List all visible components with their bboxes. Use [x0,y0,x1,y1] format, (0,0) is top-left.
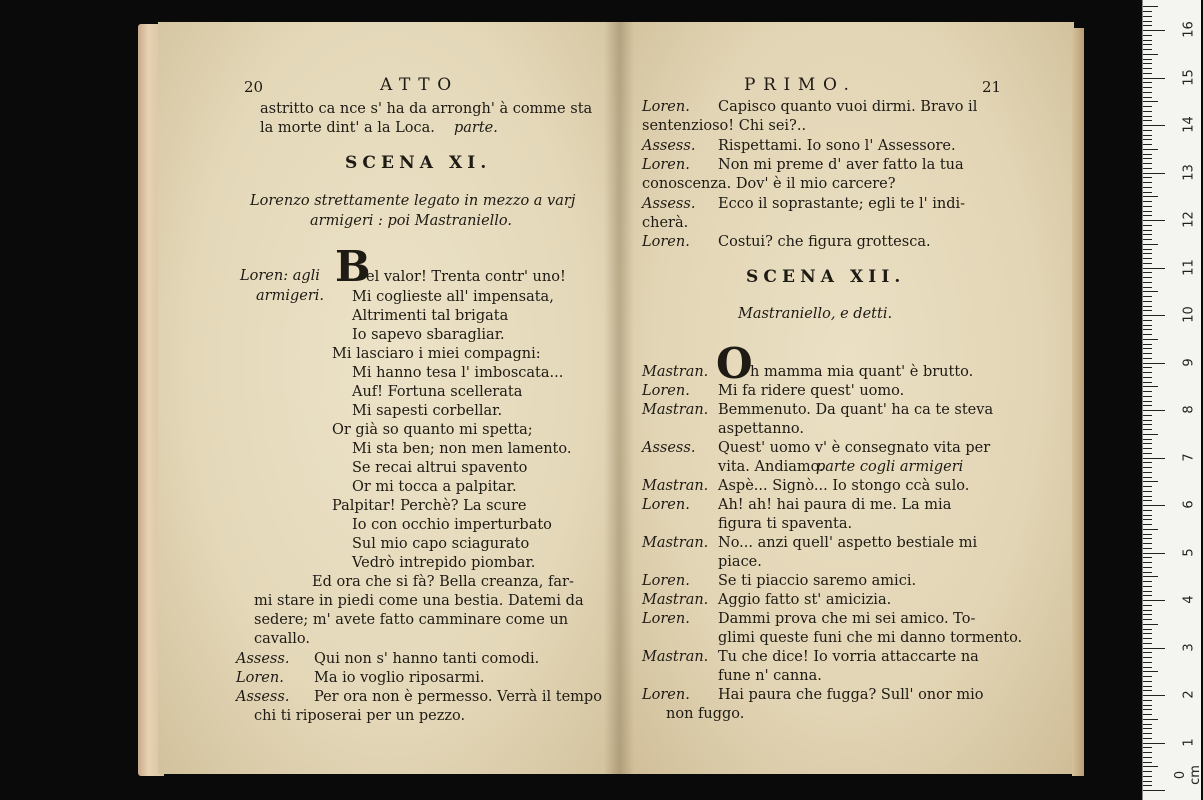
dialogue-line: Dammi prova che mi sei amico. To- [718,611,976,627]
ruler-tick [1143,154,1152,155]
speaker-label: Loren. [642,573,690,589]
dialogue-line: glimi queste funi che mi danno tormento. [718,630,1023,646]
ruler-tick [1143,624,1158,625]
ruler-tick [1143,581,1152,582]
ruler-tick [1143,633,1152,634]
verse-line: Mi hanno tesa l' imboscata... [352,365,564,381]
ruler-tick [1143,505,1165,506]
ruler-number: 12 [1181,211,1197,228]
ruler-tick [1143,686,1152,687]
ruler-number: 8 [1181,405,1197,414]
dialogue-line: Ma io voglio riposarmi. [314,670,485,686]
ruler-tick [1143,21,1152,22]
ruler-tick [1143,610,1152,611]
stage-direction: parte. [454,120,498,136]
dialogue-line: Non mi preme d' aver fatto la tua [718,157,964,173]
dialogue-line: Qui non s' hanno tanti comodi. [314,651,540,667]
ruler-tick [1143,695,1165,696]
speaker-label: Mastran. [642,402,709,418]
ruler-tick [1143,277,1152,278]
ruler-number: 16 [1181,21,1197,38]
running-head: ATTO [380,75,459,95]
verse-line: Mi lasciaro i miei compagni: [332,346,541,362]
dialogue-line: non fuggo. [666,706,745,722]
ruler-tick [1143,420,1152,421]
ruler-number: 4 [1181,595,1197,604]
ruler-tick [1143,11,1152,12]
ruler-tick [1143,591,1152,592]
ruler-number: 1 [1181,737,1197,747]
speaker-label: Loren. [236,670,284,686]
ruler-tick [1143,372,1152,373]
ruler-tick [1143,643,1152,644]
dialogue-line: Hai paura che fugga? Sull' onor mio [718,687,984,703]
ruler-tick [1143,614,1152,615]
ruler-tick [1143,524,1152,525]
ruler-tick [1143,771,1152,772]
ruler-tick [1143,268,1165,269]
ruler-number: 5 [1181,547,1197,557]
ruler-tick [1143,733,1152,734]
stage-direction: parte cogli armigeri [816,459,964,475]
ruler-tick [1143,719,1158,720]
ruler-tick [1143,724,1152,725]
ruler-tick [1143,101,1158,102]
ruler-tick [1143,534,1152,535]
speaker-label: Assess. [236,651,290,667]
ruler-tick [1143,396,1152,397]
verse-line: Auf! Fortuna scellerata [352,384,523,400]
ruler-tick [1143,78,1165,79]
ruler-tick [1143,201,1152,202]
ruler-tick [1143,667,1152,668]
verse-line: Se recai altrui spavento [352,460,528,476]
ruler-number: 13 [1181,163,1197,181]
ruler-tick [1143,690,1152,691]
ruler-tick [1143,676,1152,677]
ruler-number: 7 [1181,452,1197,462]
dialogue-line: Ah! ah! hai paura di me. La mia [718,497,952,513]
ruler-tick [1143,681,1152,682]
ruler-tick [1143,196,1158,197]
ruler-tick [1143,230,1152,231]
ruler-tick [1143,752,1152,753]
ruler-tick [1143,405,1152,406]
ruler-tick [1143,239,1152,240]
ruler-tick [1143,382,1152,383]
running-head: PRIMO. [744,75,857,95]
verse-line: Or mi tocca a palpitar. [352,479,517,495]
ruler-tick [1143,111,1152,112]
ruler-tick [1143,605,1152,606]
dialogue-line: Rispettami. Io sono l' Assessore. [718,138,956,154]
ruler-tick [1143,700,1152,701]
dialogue-line: Per ora non è permesso. Verrà il tempo [314,689,602,705]
ruler-tick [1143,548,1152,549]
ruler-tick [1143,258,1152,259]
ruler-tick [1143,6,1158,7]
dialogue-line: Aspè... Signò... Io stongo ccà sulo. [718,478,970,494]
ruler-tick [1143,106,1152,107]
ruler-tick [1143,572,1152,573]
ruler-tick [1143,296,1152,297]
dialogue-line: Mi fa ridere quest' uomo. [718,383,905,399]
dialogue-line: Costui? che figura grottesca. [718,234,931,250]
ruler-tick [1143,44,1152,45]
speaker-label: Mastran. [642,478,709,494]
speaker-label: Loren. [642,383,690,399]
ruler-tick [1143,125,1165,126]
dialogue-line: h mamma mia quant' è brutto. [750,364,974,380]
ruler-tick [1143,515,1152,516]
ruler-tick [1143,135,1152,136]
ruler-tick [1143,462,1152,463]
ruler-tick [1143,671,1158,672]
ruler-tick [1143,49,1152,50]
ruler-tick [1143,481,1158,482]
ruler-tick [1143,743,1165,744]
ruler-tick [1143,562,1152,563]
ruler-tick [1143,467,1152,468]
ruler-tick [1143,244,1158,245]
ruler-tick [1143,163,1152,164]
ruler-tick [1143,234,1152,235]
dialogue-line: Tu che dice! Io vorria attaccarte na [718,649,979,665]
speaker-label: Mastran. [642,649,709,665]
ruler-tick [1143,391,1152,392]
prose-line: sedere; m' avete fatto camminare come un [254,612,569,628]
ruler-tick [1143,629,1152,630]
ruler-tick [1143,139,1152,140]
ruler-tick [1143,54,1158,55]
ruler-tick [1143,87,1152,88]
ruler-tick [1143,144,1152,145]
speaker-label: Mastran. [642,364,709,380]
ruler-tick [1143,648,1165,649]
ruler-number: 2 [1181,690,1197,699]
ruler-tick [1143,424,1152,425]
verse-line: Sul mio capo sciagurato [352,536,530,552]
verse-line: Mi sapesti corbellar. [352,403,503,419]
ruler-tick [1143,301,1152,302]
ruler-tick [1143,439,1152,440]
ruler-tick [1143,600,1165,601]
ruler-number: 9 [1181,357,1197,367]
scene-title: SCENA XI. [345,153,492,173]
right-page [620,22,1074,774]
ruler-number: 6 [1181,500,1197,509]
ruler-tick [1143,339,1158,340]
ruler-tick [1143,315,1165,316]
dialogue-line: figura ti spaventa. [718,516,853,532]
ruler-tick [1143,453,1152,454]
ruler-tick [1143,557,1152,558]
ruler-tick [1143,790,1165,791]
ruler-tick [1143,182,1152,183]
ruler-number: 10 [1181,306,1197,323]
ruler-tick [1143,149,1158,150]
ruler-tick [1143,586,1152,587]
ruler-tick [1143,325,1152,326]
stage-direction: Lorenzo strettamente legato in mezzo a varj [250,193,576,209]
speaker-label: armigeri. [256,288,325,304]
ruler-tick [1143,477,1152,478]
ruler-tick [1143,776,1152,777]
dialogue-line: cherà. [642,215,689,231]
ruler-tick [1143,348,1152,349]
ruler-tick [1143,40,1152,41]
ruler-tick [1143,116,1152,117]
ruler-tick [1143,249,1152,250]
ruler-tick [1143,410,1165,411]
scene-title: SCENA XII. [746,267,906,287]
ruler-tick [1143,510,1152,511]
ruler-tick [1143,762,1152,763]
ruler-tick [1143,429,1152,430]
ruler-tick [1143,272,1152,273]
dialogue-line: Ecco il soprastante; egli te l' indi- [718,196,966,212]
dialogue-line: Aggio fatto st' amicizia. [718,592,892,608]
ruler-number: 3 [1181,642,1197,652]
speaker-label: Assess. [642,196,696,212]
prose-line: cavallo. [254,631,310,647]
ruler-tick [1143,519,1152,520]
verse-line: Vedrò intrepido piombar. [352,555,536,571]
ruler-tick [1143,766,1158,767]
ruler-tick [1143,367,1152,368]
ruler-tick [1143,486,1152,487]
ruler-tick [1143,177,1152,178]
ruler-tick [1143,263,1152,264]
dialogue-line: Bemmenuto. Da quant' ha ca te steva [718,402,994,418]
ruler-tick [1143,757,1152,758]
ruler-tick [1143,538,1152,539]
dialogue-line: fune n' canna. [718,668,822,684]
ruler-tick [1143,353,1152,354]
ruler-tick [1143,595,1152,596]
ruler-tick [1143,529,1158,530]
speaker-label: Loren. [642,497,690,513]
verse-line: Or già so quanto mi spetta; [332,422,533,438]
ruler-tick [1143,344,1152,345]
dialogue-line: No... anzi quell' aspetto bestiale mi [718,535,978,551]
speaker-label: Mastran. [642,592,709,608]
ruler-tick [1143,253,1152,254]
ruler-tick [1143,320,1152,321]
dialogue-line: conoscenza. Dov' è il mio carcere? [642,176,896,192]
ruler-tick [1143,386,1158,387]
speaker-label: Loren. [642,687,690,703]
speaker-label: Loren. [642,157,690,173]
ruler-tick [1143,16,1152,17]
ruler-tick [1143,329,1152,330]
ruler-tick [1143,334,1152,335]
verse-line: Mi coglieste all' impensata, [352,289,554,305]
ruler-tick [1143,705,1152,706]
ruler-tick [1143,401,1152,402]
speaker-label: Loren. [642,234,690,250]
ruler-tick [1143,491,1152,492]
verse-line: Palpitar! Perchè? La scure [332,498,527,514]
ruler-number: 14 [1181,116,1197,133]
ruler-tick [1143,220,1165,221]
ruler-tick [1143,652,1152,653]
ruler-tick [1143,82,1152,83]
speaker-label: Loren: agli [240,268,320,284]
text-line: la morte dint' a la Loca. [260,120,435,136]
dialogue-line: sentenzioso! Chi sei?.. [642,118,807,134]
ruler-tick [1143,30,1165,31]
ruler-tick [1143,291,1158,292]
ruler-tick [1143,443,1152,444]
ruler-tick [1143,553,1165,554]
ruler-tick [1143,173,1165,174]
speaker-label: Loren. [642,611,690,627]
ruler-tick [1143,709,1152,710]
prose-line: mi stare in piedi come una bestia. Datemi da [254,593,584,609]
dialogue-line: chi ti riposerai per un pezzo. [254,708,466,724]
ruler-tick [1143,377,1152,378]
ruler-tick [1143,434,1158,435]
ruler-tick [1143,35,1152,36]
prose-line: Ed ora che si fà? Bella creanza, far- [312,574,574,590]
ruler-tick [1143,120,1152,121]
ruler-tick [1143,781,1152,782]
dialogue-line: Se ti piaccio saremo amici. [718,573,917,589]
dialogue-line: Capisco quanto vuoi dirmi. Bravo il [718,99,978,115]
ruler-tick [1143,211,1152,212]
ruler-tick [1143,130,1152,131]
ruler-tick [1143,68,1152,69]
ruler-tick [1143,472,1152,473]
book-gutter [604,22,634,774]
ruler-tick [1143,97,1152,98]
ruler-tick [1143,59,1152,60]
ruler-tick [1143,358,1152,359]
speaker-label: Assess. [642,440,696,456]
dialogue-line: Quest' uomo v' è consegnato vita per [718,440,991,456]
drop-cap: O [716,339,753,388]
page-number: 21 [982,78,1002,96]
dialogue-line: vita. Andiamo. [718,459,824,475]
verse-line: el valor! Trenta contr' uno! [366,269,566,285]
text-line: astritto ca nce s' ha da arrongh' à comme sta [260,101,593,117]
verse-line: Altrimenti tal brigata [352,308,509,324]
measuring-ruler [1142,0,1201,800]
ruler-tick [1143,638,1152,639]
ruler-tick [1143,448,1152,449]
ruler-tick [1143,168,1152,169]
verse-line: Io con occhio imperturbato [352,517,552,533]
ruler-tick [1143,158,1152,159]
stage-direction: Mastraniello, e detti. [738,306,893,322]
ruler-tick [1143,306,1152,307]
ruler-tick [1143,543,1152,544]
stage-direction: armigeri : poi Mastraniello. [310,213,513,229]
dialogue-line: piace. [718,554,762,570]
ruler-tick [1143,287,1152,288]
drop-cap: B [335,242,371,291]
page-number: 20 [244,78,264,96]
verse-line: Io sapevo sbaragliar. [352,327,505,343]
speaker-label: Mastran. [642,535,709,551]
ruler-tick [1143,500,1152,501]
ruler-tick [1143,73,1152,74]
ruler-tick [1143,567,1152,568]
ruler-tick [1143,728,1152,729]
ruler-tick [1143,310,1152,311]
ruler-tick [1143,415,1152,416]
ruler-tick [1143,215,1152,216]
ruler-tick [1143,657,1152,658]
speaker-label: Assess. [642,138,696,154]
verse-line: Mi sta ben; non men lamento. [352,441,572,457]
ruler-tick [1143,747,1152,748]
speaker-label: Loren. [642,99,690,115]
ruler-number: 15 [1181,68,1197,86]
ruler-tick [1143,206,1152,207]
ruler-tick [1143,63,1152,64]
dialogue-line: aspettanno. [718,421,805,437]
ruler-tick [1143,187,1152,188]
ruler-tick [1143,619,1152,620]
ruler-tick [1143,496,1152,497]
book-edge-right [1072,28,1084,776]
ruler-number: 11 [1181,258,1197,276]
ruler-tick [1143,92,1152,93]
ruler-unit: 0 cm [1173,765,1203,785]
ruler-tick [1143,25,1152,26]
ruler-tick [1143,662,1152,663]
ruler-tick [1143,192,1152,193]
ruler-tick [1143,225,1152,226]
ruler-tick [1143,714,1152,715]
speaker-label: Assess. [236,689,290,705]
ruler-tick [1143,458,1165,459]
ruler-tick [1143,363,1165,364]
ruler-tick [1143,738,1152,739]
ruler-tick [1143,576,1158,577]
ruler-tick [1143,282,1152,283]
left-page [158,22,620,774]
ruler-tick [1143,785,1152,786]
